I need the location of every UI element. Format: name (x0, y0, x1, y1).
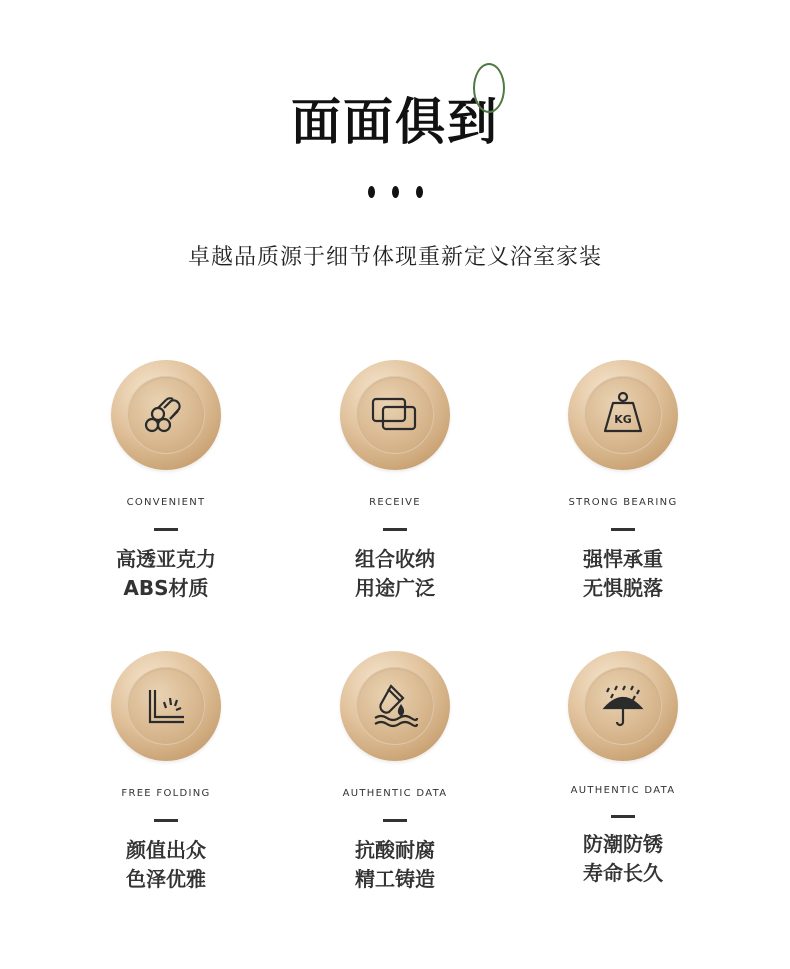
dots-divider (0, 186, 790, 198)
dash-divider (154, 819, 178, 822)
feature-cn-line1: 高透亚克力 (116, 547, 216, 571)
dot (416, 186, 423, 198)
feature-authentic-data-rust (523, 651, 723, 888)
feature-cn-line2: 无惧脱落 (583, 576, 663, 600)
stacked-trays-icon (367, 387, 423, 443)
feature-coin (111, 651, 221, 761)
dash-divider (611, 815, 635, 818)
feature-coin (340, 360, 450, 470)
feature-cn-line1: 防潮防锈 (583, 832, 663, 856)
dash-divider (383, 528, 407, 531)
feature-cn-line2: 寿命长久 (583, 861, 663, 885)
feature-strong-bearing (523, 360, 723, 603)
kg-weight-icon (595, 387, 651, 443)
feature-free-folding (66, 651, 266, 894)
feature-authentic-data-acid (295, 651, 495, 894)
feature-cn-line2: 精工铸造 (355, 867, 435, 891)
feature-en-label: FREE FOLDING (121, 788, 211, 799)
feature-coin (568, 651, 678, 761)
feature-en-label: RECEIVE (369, 497, 421, 508)
feature-cn-line2: ABS材质 (123, 576, 209, 600)
dot (392, 186, 399, 198)
feature-en-label: CONVENIENT (126, 497, 206, 508)
feature-en-label: AUTHENTIC DATA (342, 788, 448, 799)
dot (368, 186, 375, 198)
feature-cn-line2: 用途广泛 (355, 576, 435, 600)
feature-en-label: STRONG BEARING (568, 497, 678, 508)
folding-angle-icon (138, 678, 194, 734)
feature-cn-line1: 强悍承重 (583, 547, 663, 571)
dash-divider (154, 528, 178, 531)
umbrella-rain-icon (595, 678, 651, 734)
page-subtitle: 卓越品质源于细节体现重新定义浴室家装 (187, 245, 602, 270)
feature-en-label: AUTHENTIC DATA (570, 785, 676, 796)
dash-divider (383, 819, 407, 822)
feature-cn-line2: 色泽优雅 (126, 867, 206, 891)
feature-coin (111, 360, 221, 470)
page-title: 面面俱到 (291, 92, 499, 151)
feature-coin (340, 651, 450, 761)
feature-receive (295, 360, 495, 603)
leaf-outline-icon (473, 63, 505, 113)
acrylic-logs-icon (138, 387, 194, 443)
test-tube-drop-icon (367, 678, 423, 734)
dash-divider (611, 528, 635, 531)
title-section (0, 82, 790, 154)
kg-label: KG (614, 413, 632, 426)
feature-cn-line1: 抗酸耐腐 (355, 838, 435, 862)
feature-convenient (66, 360, 266, 603)
feature-cn-line1: 组合收纳 (355, 547, 435, 571)
feature-coin (568, 360, 678, 470)
feature-cn-line1: 颜值出众 (126, 838, 206, 862)
